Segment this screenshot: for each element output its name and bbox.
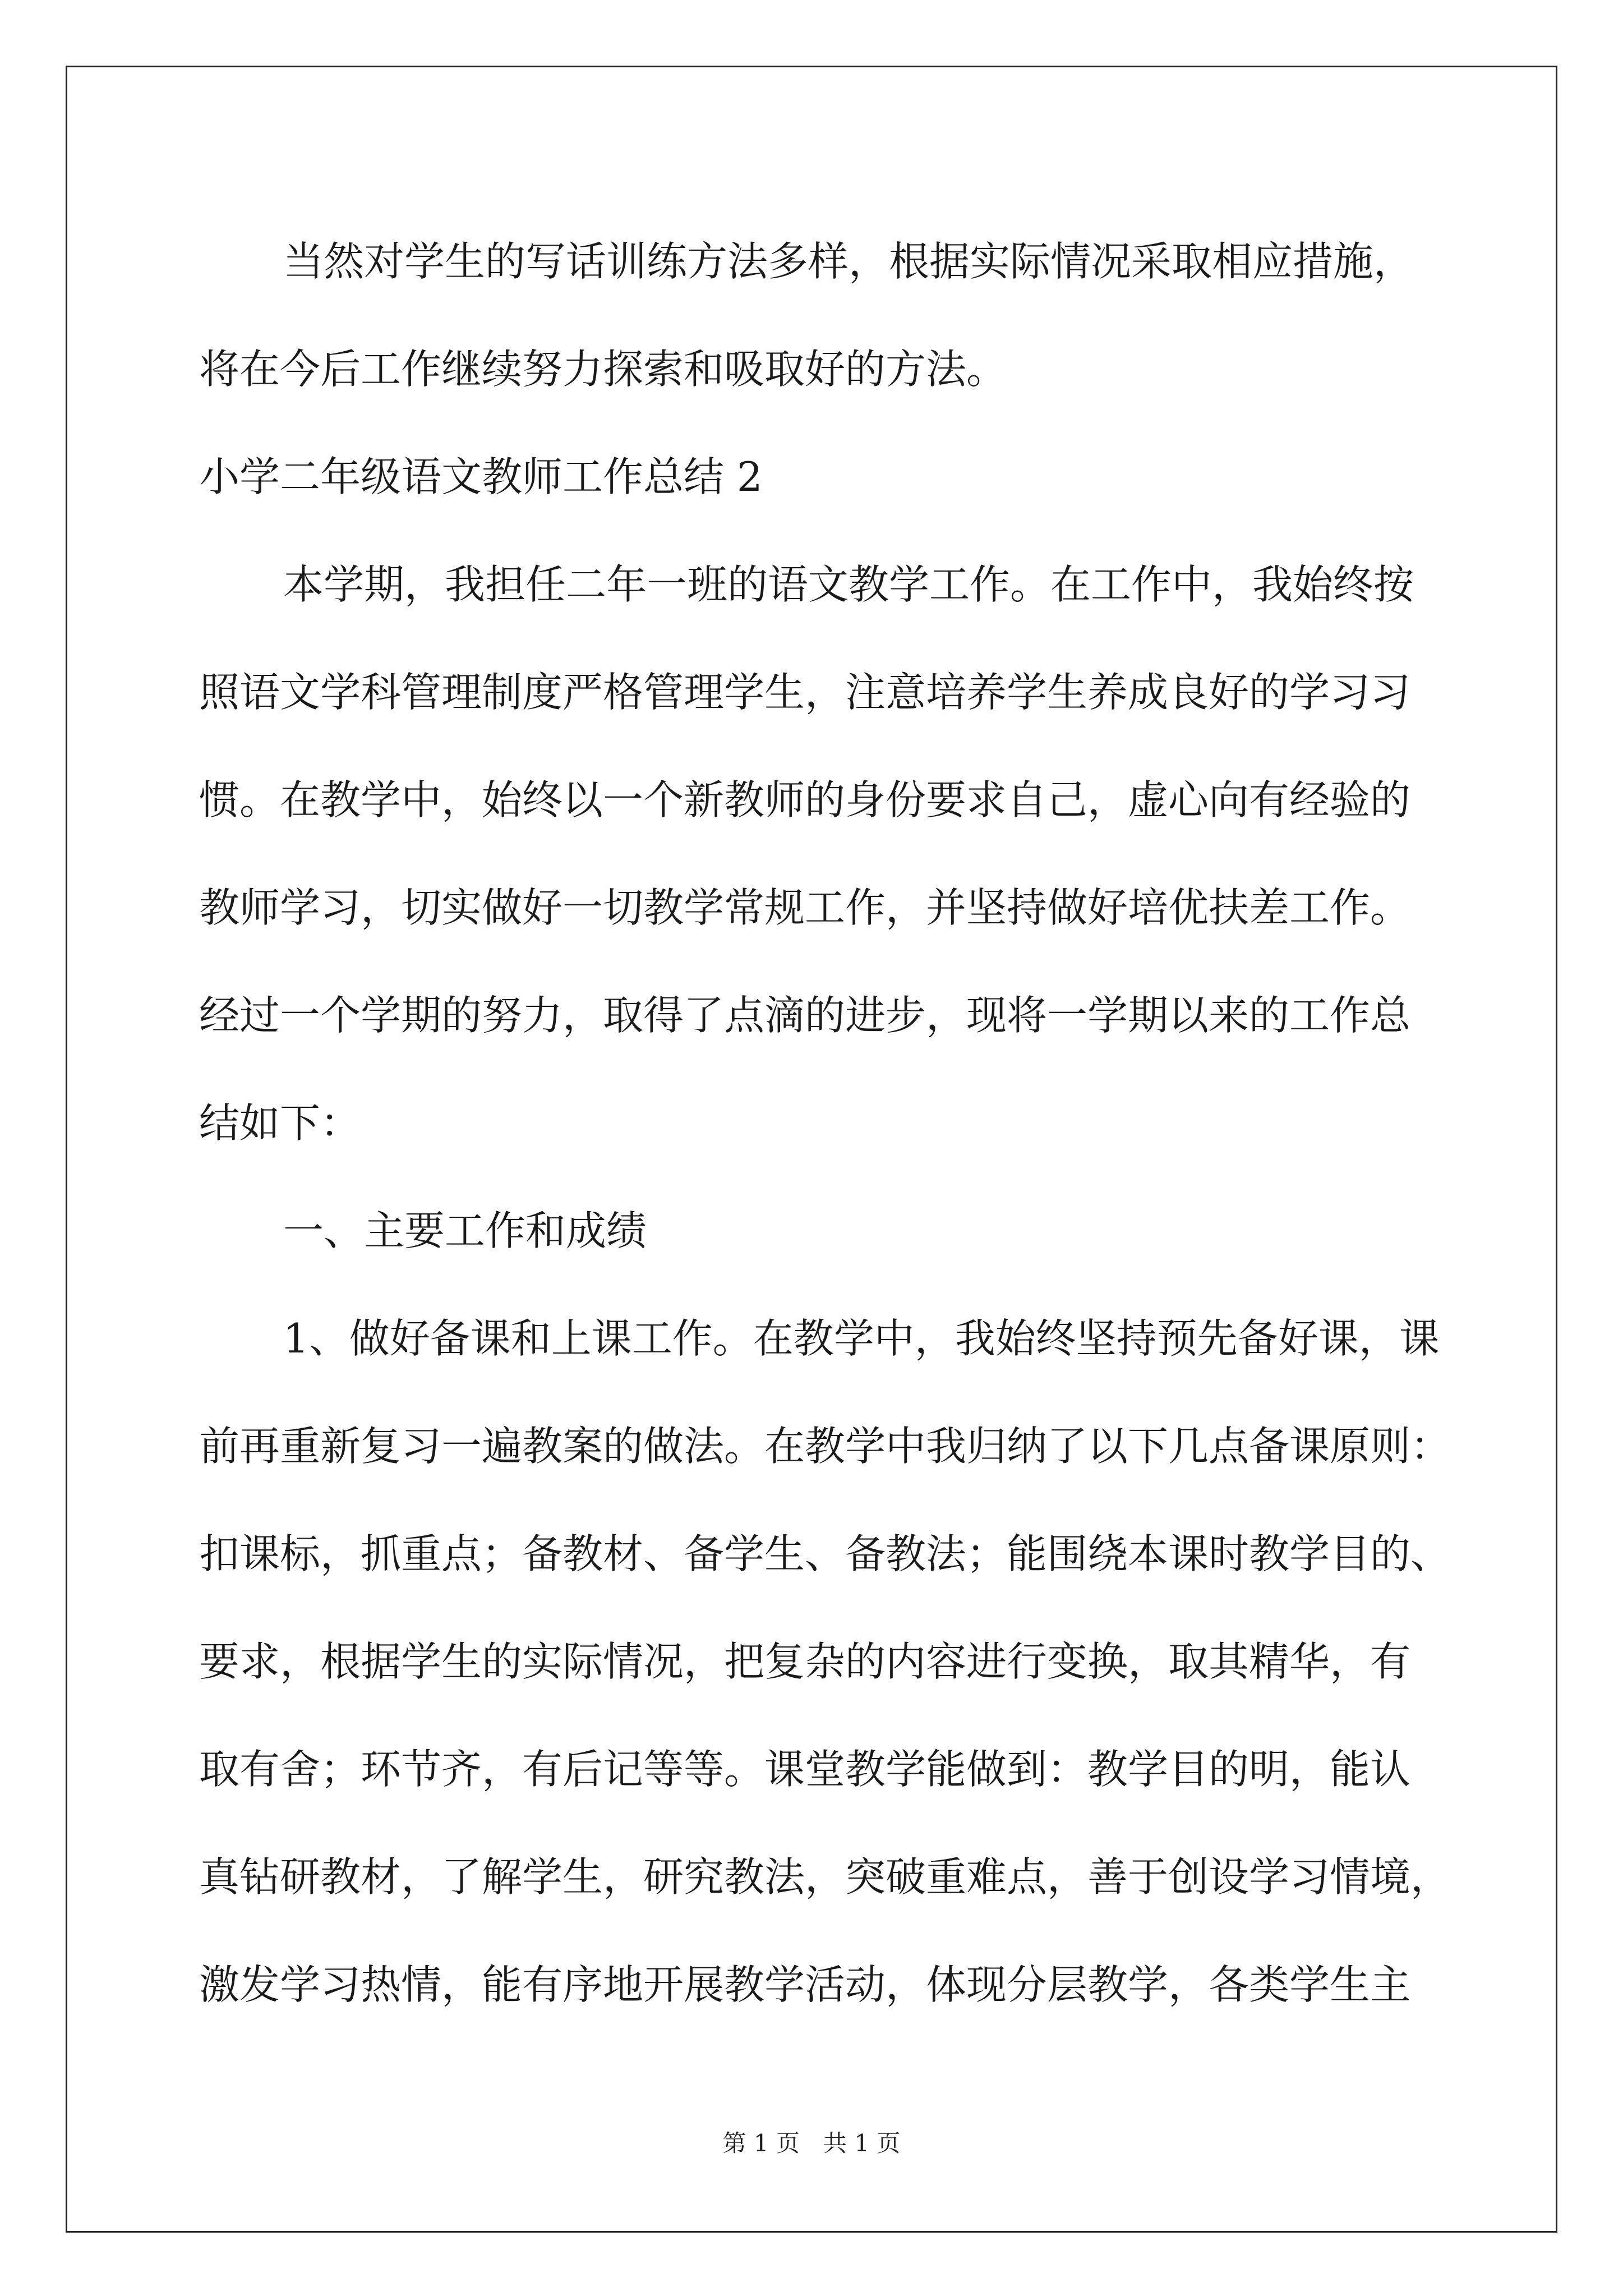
paragraph-line: 结如下： — [199, 1099, 361, 1147]
section-title: 小学二年级语文教师工作总结 2 — [199, 453, 763, 500]
paragraph-line: 教师学习，切实做好一切教学常规工作，并坚持做好培优扶差工作。 — [199, 884, 1411, 931]
subsection-heading: 一、主要工作和成绩 — [283, 1207, 647, 1254]
document-body — [199, 208, 1451, 2039]
paragraph-line: 要求，根据学生的实际情况，把复杂的内容进行变换，取其精华，有 — [199, 1638, 1411, 1685]
paragraph-line: 取有舍；环节齐，有后记等等。课堂教学能做到：教学目的明，能认 — [199, 1746, 1411, 1793]
page-number: 第 1 页 — [722, 2129, 800, 2157]
paragraph-line: 当然对学生的写话训练方法多样，根据实际情况采取相应措施， — [283, 238, 1414, 285]
page-total: 共 1 页 — [823, 2129, 901, 2157]
paragraph-line: 照语文学科管理制度严格管理学生，注意培养学生养成良好的学习习 — [199, 669, 1411, 716]
page-footer — [0, 2125, 1623, 2159]
paragraph-line: 扣课标，抓重点；备教材、备学生、备教法；能围绕本课时教学目的、 — [199, 1530, 1451, 1577]
paragraph-line: 激发学习热情，能有序地开展教学活动，体现分层教学，各类学生主 — [199, 1961, 1411, 2008]
paragraph-line: 1、做好备课和上课工作。在教学中，我始终坚持预先备好课，课 — [283, 1315, 1440, 1362]
paragraph-line: 真钻研教材，了解学生，研究教法，突破重难点，善于创设学习情境， — [199, 1853, 1451, 1901]
paragraph-line: 经过一个学期的努力，取得了点滴的进步，现将一学期以来的工作总 — [199, 992, 1411, 1039]
paragraph-line: 将在今后工作继续努力探索和吸取好的方法。 — [199, 346, 1007, 393]
paragraph-line: 本学期，我担任二年一班的语文教学工作。在工作中，我始终按 — [283, 561, 1414, 608]
paragraph-line: 前再重新复习一遍教案的做法。在教学中我归纳了以下几点备课原则： — [199, 1423, 1451, 1470]
paragraph-line: 惯。在教学中，始终以一个新教师的身份要求自己，虚心向有经验的 — [199, 776, 1411, 823]
